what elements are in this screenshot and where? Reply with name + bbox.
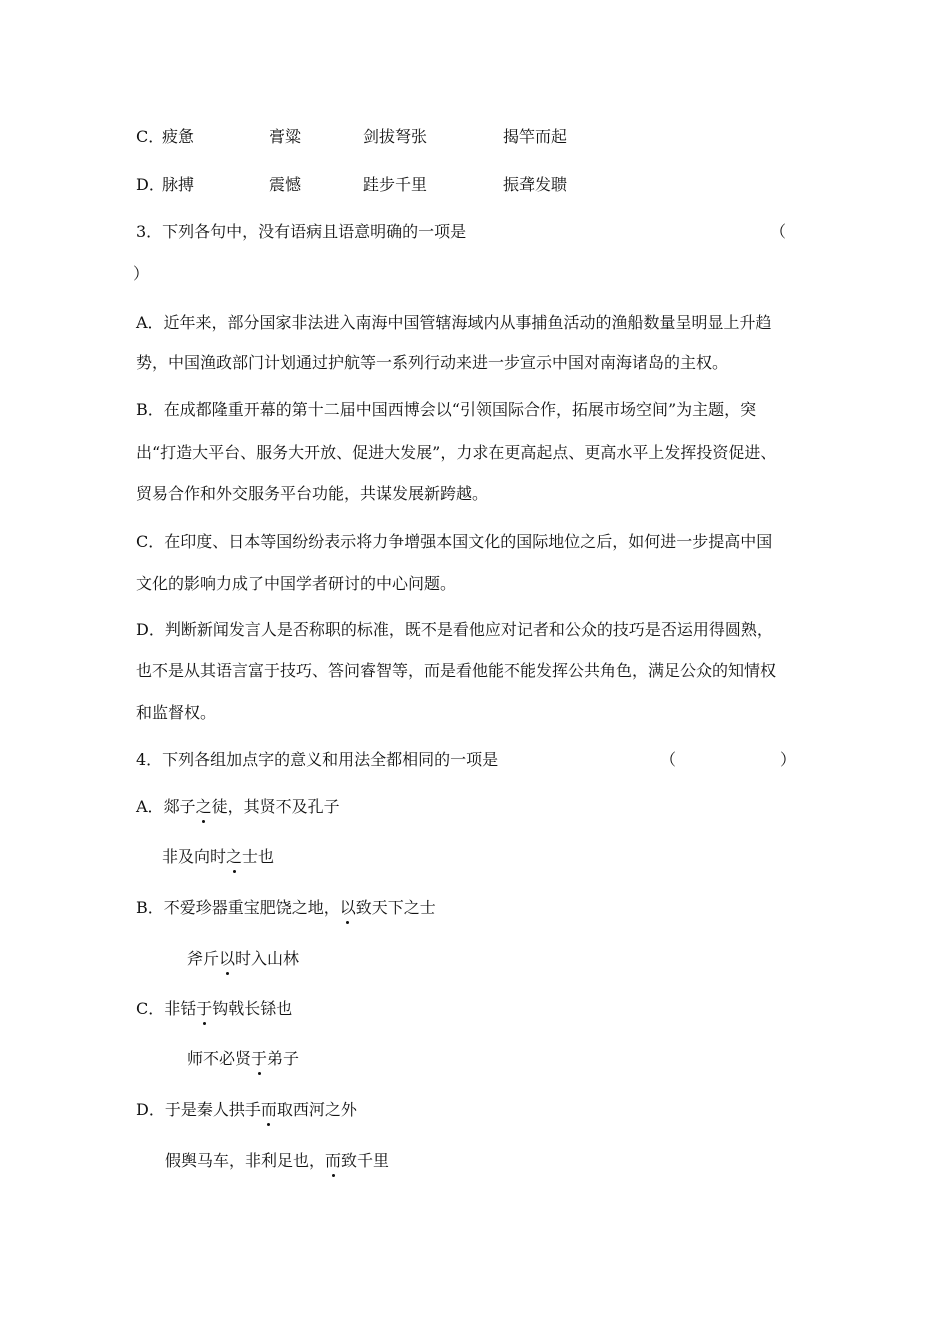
- q2-option-d-word-1: 脉搏: [162, 175, 195, 194]
- q2-option-d-word-2: 震憾: [269, 175, 302, 194]
- q4-option-d-sentence-2: [165, 1150, 389, 1172]
- q4-b2-text-pre: 斧斤: [187, 949, 220, 968]
- q2-option-c-word-4: 揭竿而起: [503, 127, 568, 146]
- q4-option-a-sentence-1: [136, 796, 340, 818]
- q4-option-b-sentence-1: [136, 897, 436, 919]
- q3-option-c-line-2: 文化的影响力成了中国学者研讨的中心问题。: [136, 574, 457, 593]
- dotted-char-yu: 于: [251, 1049, 268, 1068]
- q3-option-b-line-3: 贸易合作和外交服务平台功能，共谋发展新跨越。: [136, 484, 489, 503]
- q4-b1-text-post: 致天下之士: [355, 898, 436, 917]
- dotted-char-yu: 于: [196, 999, 213, 1018]
- q3-option-b-line-1: B．在成都隆重开幕的第十二届中国西博会以“引领国际合作，拓展市场空间”为主题，突: [136, 400, 757, 419]
- q4-option-b-sentence-2: [187, 948, 299, 970]
- q4-a1-text-post: 徒，其贤不及孔子: [211, 797, 340, 816]
- q2-option-d-word-3: 跬步千里: [363, 175, 428, 194]
- dotted-char-er: 而: [325, 1151, 342, 1170]
- q2-option-c-word-1: 疲惫: [162, 127, 195, 146]
- q3-option-b-line-2: 出“打造大平台、服务大开放、促进大发展”，力求在更高起点、更高水平上发挥投资促进、: [136, 443, 777, 462]
- q4-option-c-sentence-1: [136, 998, 292, 1020]
- q4-d2-text-post: 致千里: [341, 1151, 390, 1170]
- q3-option-d-line-1: D．判断新闻发言人是否称职的标准，既不是看他应对记者和公众的技巧是否运用得圆熟，: [136, 620, 773, 639]
- q3-option-a-line-1: A．近年来，部分国家非法进入南海中国管辖海域内从事捕鱼活动的渔船数量呈明显上升趋: [136, 313, 772, 332]
- q3-answer-paren-open: （: [770, 222, 787, 241]
- q2-option-d-label: D．: [136, 175, 165, 194]
- q4-option-a-sentence-2: [162, 846, 274, 868]
- q4-answer-paren-open: （: [660, 750, 677, 769]
- q4-d2-text-pre: 假舆马车，非利足也，: [165, 1151, 326, 1170]
- q4-c2-text-post: 弟子: [267, 1049, 300, 1068]
- q4-c1-text-pre: C．非铦: [136, 999, 197, 1018]
- q3-option-a-line-2: 势，中国渔政部门计划通过护航等一系列行动来进一步宣示中国对南海诸岛的主权。: [136, 353, 729, 372]
- dotted-char-yi: 以: [339, 898, 356, 917]
- q4-a2-text-pre: 非及向时: [162, 847, 227, 866]
- q3-option-d-line-3: 和监督权。: [136, 703, 217, 722]
- q4-d1-text-pre: D．于是秦人拱手: [136, 1100, 261, 1119]
- dotted-char-er: 而: [260, 1100, 277, 1119]
- q4-c1-text-post: 钩戟长铩也: [212, 999, 293, 1018]
- dotted-char-yi: 以: [219, 949, 236, 968]
- q3-stem: 3．下列各句中，没有语病且语意明确的一项是: [136, 222, 467, 241]
- q4-a1-text-pre: A．郯子: [136, 797, 196, 816]
- dotted-char-zhi: 之: [195, 797, 212, 816]
- q3-answer-paren-close: ）: [133, 264, 150, 283]
- q4-option-c-sentence-2: [187, 1048, 299, 1070]
- q4-a2-text-post: 士也: [242, 847, 275, 866]
- q4-b1-text-pre: B．不爱珍器重宝肥饶之地，: [136, 898, 340, 917]
- q3-option-c-line-1: C．在印度、日本等国纷纷表示将力争增强本国文化的国际地位之后，如何进一步提高中国: [136, 532, 773, 551]
- q2-option-c-word-2: 膏粱: [269, 127, 302, 146]
- q4-stem: 4．下列各组加点字的意义和用法全都相同的一项是: [136, 750, 499, 769]
- q2-option-d-word-4: 振聋发聩: [503, 175, 568, 194]
- q4-option-d-sentence-1: [136, 1099, 357, 1121]
- q4-d1-text-post: 取西河之外: [276, 1100, 357, 1119]
- q2-option-c-label: C．: [136, 127, 165, 146]
- dotted-char-zhi: 之: [226, 847, 243, 866]
- q4-answer-paren-close: ）: [780, 750, 797, 769]
- q3-option-d-line-2: 也不是从其语言富于技巧、答问睿智等，而是看他能不能发挥公共角色，满足公众的知情权: [136, 661, 777, 680]
- q4-b2-text-post: 时入山林: [235, 949, 300, 968]
- q4-c2-text-pre: 师不必贤: [187, 1049, 252, 1068]
- q2-option-c-word-3: 剑拔弩张: [363, 127, 428, 146]
